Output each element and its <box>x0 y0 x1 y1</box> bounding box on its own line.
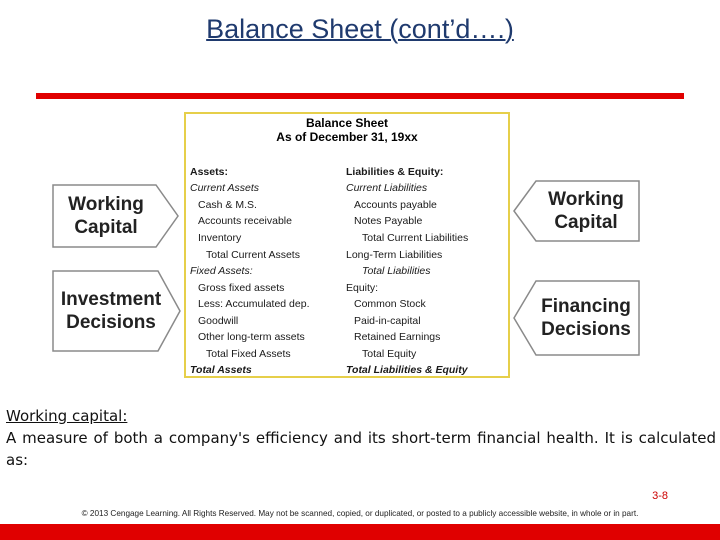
right-line: Paid-in-capital <box>354 315 421 327</box>
right-line: Total Current Liabilities <box>362 232 469 244</box>
top-red-divider <box>36 93 684 99</box>
assets-heading: Assets: <box>190 166 228 178</box>
total-liabilities-equity: Total Liabilities & Equity <box>346 364 468 376</box>
left-line: Fixed Assets: <box>190 265 253 277</box>
total-assets: Total Assets <box>190 364 252 376</box>
left-line: Inventory <box>198 232 242 244</box>
left-line: Accounts receivable <box>198 215 292 227</box>
right-line: Long-Term Liabilities <box>346 249 443 261</box>
callout-label: Working Capital <box>68 194 144 238</box>
left-line: Current Assets <box>190 182 260 194</box>
slide-title: Balance Sheet (cont’d….) <box>206 14 514 44</box>
caption-body: A measure of both a company's efficiency and its short-term financial health. It is calculated as: <box>6 429 716 469</box>
copyright-notice: © 2013 Cengage Learning. All Rights Reserved. May not be scanned, copied, or duplicated, or posted to a publicly accessible website, in whole or in part. <box>81 509 639 518</box>
balance-sheet-box <box>184 112 510 378</box>
page-number: 3-8 <box>652 490 668 502</box>
callout-left-investment-decisions <box>52 270 182 352</box>
callout-label: Investment Decisions <box>60 289 162 333</box>
right-line: Equity: <box>346 282 379 294</box>
balance-sheet-figure <box>50 108 642 380</box>
left-line: Total Current Assets <box>206 249 300 261</box>
right-line: Common Stock <box>354 298 426 310</box>
sheet-heading: Balance Sheet <box>305 116 389 130</box>
liabilities-heading: Liabilities & Equity: <box>346 166 444 178</box>
right-line: Retained Earnings <box>354 331 441 343</box>
right-line: Accounts payable <box>354 199 437 211</box>
callout-label: Working Capital <box>548 189 624 233</box>
bottom-red-bar <box>0 524 720 540</box>
right-line: Current Liabilities <box>346 182 428 194</box>
left-line: Other long-term assets <box>198 331 305 343</box>
left-line: Gross fixed assets <box>198 282 285 294</box>
right-line: Notes Payable <box>354 215 423 227</box>
left-line: Total Fixed Assets <box>206 348 291 360</box>
left-line: Less: Accumulated dep. <box>198 298 310 310</box>
caption-heading: Working capital: <box>6 407 128 425</box>
right-line: Total Liabilities <box>362 265 431 277</box>
sheet-date: As of December 31, 19xx <box>276 130 418 144</box>
callout-right-working-capital <box>512 180 640 242</box>
callout-label: Financing Decisions <box>541 296 631 340</box>
callout-right-financing-decisions <box>512 280 640 356</box>
caption <box>6 405 716 471</box>
left-line: Cash & M.S. <box>198 199 257 211</box>
callout-left-working-capital <box>52 184 180 248</box>
left-line: Goodwill <box>198 315 239 327</box>
right-line: Total Equity <box>362 348 417 360</box>
